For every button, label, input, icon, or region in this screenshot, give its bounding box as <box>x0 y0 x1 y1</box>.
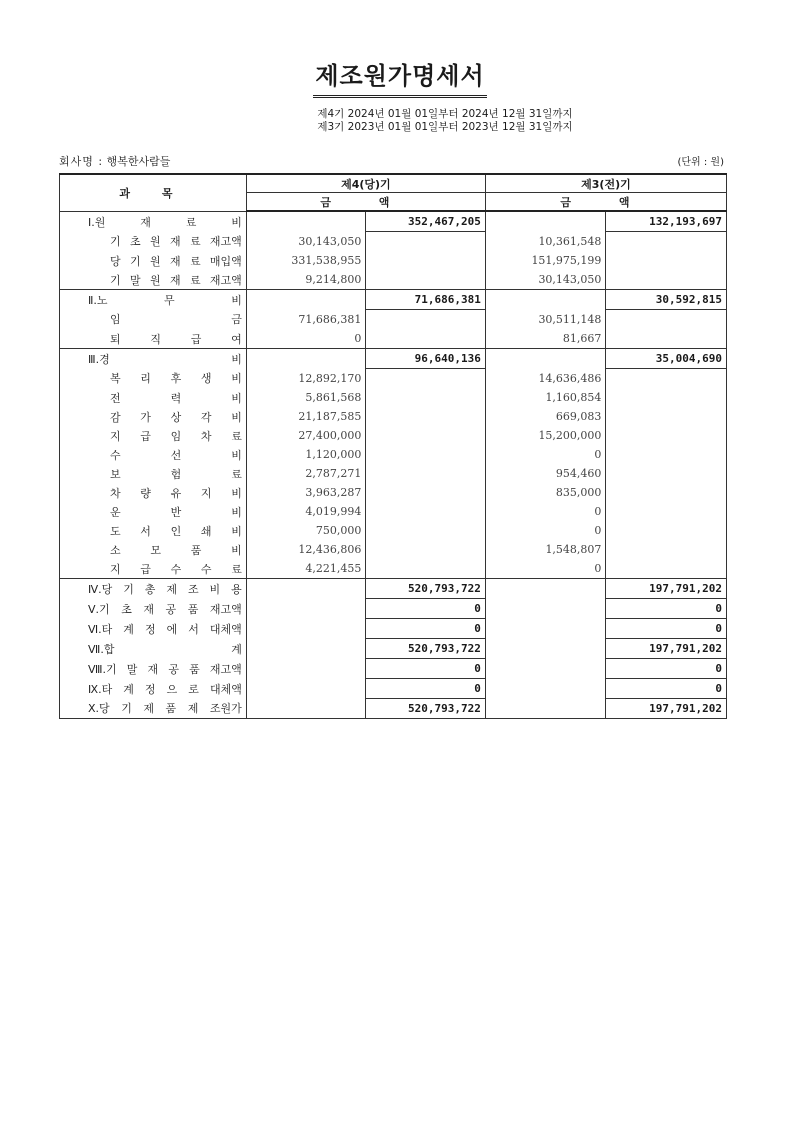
previous-detail-amount <box>485 599 606 619</box>
current-detail-amount: 12,436,806 <box>246 540 366 559</box>
table-row <box>60 559 727 579</box>
previous-total-amount <box>606 426 727 445</box>
current-detail-amount: 12,892,170 <box>246 369 366 389</box>
previous-total-amount: 35,004,690 <box>606 349 727 369</box>
row-label <box>60 619 247 639</box>
current-total-amount <box>366 369 486 389</box>
table-row <box>60 502 727 521</box>
current-detail-amount: 0 <box>246 329 366 349</box>
table-row <box>60 699 727 719</box>
previous-total-amount: 0 <box>606 599 727 619</box>
table-row <box>60 369 727 389</box>
company-name: 행복한사람들 <box>106 155 171 168</box>
current-detail-amount: 30,143,050 <box>246 232 366 252</box>
row-label-text: Ⅸ.타 계 정 으 로 대체액 <box>88 682 242 696</box>
header-previous-period: 제3(전)기 <box>485 174 726 193</box>
table-row <box>60 388 727 407</box>
row-label-text: Ⅰ.원 재 료 비 <box>88 215 242 229</box>
table-row <box>60 639 727 659</box>
current-detail-amount: 21,187,585 <box>246 407 366 426</box>
table-row <box>60 407 727 426</box>
current-total-amount: 0 <box>366 679 486 699</box>
header-current-amount: 금 액 <box>246 193 485 212</box>
row-label <box>60 349 247 369</box>
row-label <box>60 329 247 349</box>
current-detail-amount <box>246 211 366 232</box>
table-row <box>60 349 727 369</box>
row-label-text: 전 력 비 <box>110 391 242 405</box>
current-detail-amount: 2,787,271 <box>246 464 366 483</box>
previous-detail-amount: 14,636,486 <box>485 369 606 389</box>
row-label-text: Ⅱ.노 무 비 <box>88 293 242 307</box>
row-label-text: 보 험 료 <box>110 467 242 481</box>
current-detail-amount: 4,221,455 <box>246 559 366 579</box>
previous-total-amount: 197,791,202 <box>606 579 727 599</box>
current-total-amount <box>366 521 486 540</box>
previous-detail-amount: 15,200,000 <box>485 426 606 445</box>
current-total-amount: 71,686,381 <box>366 290 486 310</box>
row-label-text: 소 모 품 비 <box>110 543 242 557</box>
previous-total-amount <box>606 369 727 389</box>
row-label-text: Ⅲ.경 비 <box>88 352 242 366</box>
row-label <box>60 251 247 270</box>
previous-total-amount <box>606 464 727 483</box>
table-row <box>60 232 727 252</box>
current-total-amount: 520,793,722 <box>366 639 486 659</box>
row-label-text: 도 서 인 쇄 비 <box>110 524 242 538</box>
table-row <box>60 445 727 464</box>
row-label <box>60 599 247 619</box>
previous-detail-amount: 151,975,199 <box>485 251 606 270</box>
current-total-amount <box>366 483 486 502</box>
statement-rows <box>60 211 727 719</box>
previous-total-amount: 197,791,202 <box>606 699 727 719</box>
previous-detail-amount <box>485 211 606 232</box>
row-label <box>60 679 247 699</box>
previous-total-amount <box>606 407 727 426</box>
previous-total-amount: 0 <box>606 659 727 679</box>
row-label <box>60 659 247 679</box>
row-label-text: 지 급 수 수 료 <box>110 562 242 576</box>
previous-detail-amount <box>485 679 606 699</box>
previous-detail-amount <box>485 349 606 369</box>
previous-detail-amount: 1,548,807 <box>485 540 606 559</box>
current-detail-amount: 27,400,000 <box>246 426 366 445</box>
company-label: 회사명 : <box>59 155 104 168</box>
current-total-amount <box>366 388 486 407</box>
page-title: 제조원가명세서 <box>313 56 486 98</box>
previous-detail-amount: 0 <box>485 445 606 464</box>
previous-detail-amount: 30,143,050 <box>485 270 606 290</box>
previous-detail-amount: 10,361,548 <box>485 232 606 252</box>
table-row <box>60 619 727 639</box>
row-label-text: 감 가 상 각 비 <box>110 410 242 424</box>
current-detail-amount: 3,963,287 <box>246 483 366 502</box>
previous-total-amount: 132,193,697 <box>606 211 727 232</box>
table-row <box>60 251 727 270</box>
row-label <box>60 290 247 310</box>
current-detail-amount: 9,214,800 <box>246 270 366 290</box>
previous-total-amount: 0 <box>606 619 727 639</box>
header-subject: 과 목 <box>60 174 247 211</box>
current-total-amount <box>366 540 486 559</box>
previous-total-amount <box>606 521 727 540</box>
previous-total-amount <box>606 540 727 559</box>
previous-detail-amount: 1,160,854 <box>485 388 606 407</box>
current-detail-amount <box>246 699 366 719</box>
table-row <box>60 540 727 559</box>
table-row <box>60 290 727 310</box>
previous-total-amount <box>606 329 727 349</box>
current-detail-amount <box>246 659 366 679</box>
table-row <box>60 521 727 540</box>
current-total-amount <box>366 251 486 270</box>
row-label-text: 복 리 후 생 비 <box>110 372 242 386</box>
row-label-text: Ⅹ.당 기 제 품 제 조원가 <box>88 702 242 716</box>
row-label-text: Ⅴ.기 초 재 공 품 재고액 <box>88 602 242 616</box>
table-row <box>60 329 727 349</box>
header-current-period: 제4(당)기 <box>246 174 485 193</box>
row-label-text: Ⅷ.기 말 재 공 품 재고액 <box>88 662 242 676</box>
table-row <box>60 270 727 290</box>
previous-total-amount <box>606 445 727 464</box>
table-row <box>60 579 727 599</box>
row-label <box>60 559 247 579</box>
current-total-amount: 96,640,136 <box>366 349 486 369</box>
row-label-text: Ⅳ.당 기 총 제 조 비 용 <box>88 582 242 596</box>
row-label-text: 당 기 원 재 료 매입액 <box>110 254 242 268</box>
previous-detail-amount: 669,083 <box>485 407 606 426</box>
previous-detail-amount: 954,460 <box>485 464 606 483</box>
row-label <box>60 407 247 426</box>
current-total-amount <box>366 310 486 330</box>
current-total-amount <box>366 329 486 349</box>
previous-detail-amount <box>485 659 606 679</box>
table-row <box>60 483 727 502</box>
previous-detail-amount <box>485 699 606 719</box>
row-label <box>60 232 247 252</box>
previous-total-amount <box>606 502 727 521</box>
current-total-amount: 520,793,722 <box>366 699 486 719</box>
row-label <box>60 270 247 290</box>
previous-detail-amount: 30,511,148 <box>485 310 606 330</box>
table-row <box>60 211 727 232</box>
current-total-amount <box>366 445 486 464</box>
row-label-text: 기 초 원 재 료 재고액 <box>110 235 242 249</box>
row-label <box>60 521 247 540</box>
row-label <box>60 426 247 445</box>
period-current: 제4기 2024년 01월 01일부터 2024년 12월 31일까지 <box>317 108 573 120</box>
current-total-amount: 0 <box>366 659 486 679</box>
previous-detail-amount: 835,000 <box>485 483 606 502</box>
row-label <box>60 369 247 389</box>
row-label <box>60 579 247 599</box>
row-label <box>60 639 247 659</box>
current-total-amount <box>366 426 486 445</box>
current-total-amount: 0 <box>366 619 486 639</box>
period-block <box>0 108 800 134</box>
table-row <box>60 599 727 619</box>
row-label-text: 퇴 직 급 여 <box>110 332 242 346</box>
current-total-amount: 0 <box>366 599 486 619</box>
previous-total-amount <box>606 232 727 252</box>
current-total-amount <box>366 502 486 521</box>
current-detail-amount <box>246 639 366 659</box>
current-detail-amount: 5,861,568 <box>246 388 366 407</box>
current-total-amount: 520,793,722 <box>366 579 486 599</box>
current-detail-amount: 1,120,000 <box>246 445 366 464</box>
previous-detail-amount: 0 <box>485 521 606 540</box>
current-detail-amount <box>246 619 366 639</box>
row-label <box>60 388 247 407</box>
title-block <box>0 56 800 98</box>
previous-total-amount: 30,592,815 <box>606 290 727 310</box>
current-total-amount <box>366 232 486 252</box>
table-row <box>60 310 727 330</box>
row-label <box>60 699 247 719</box>
row-label-text: 차 량 유 지 비 <box>110 486 242 500</box>
row-label <box>60 540 247 559</box>
row-label <box>60 464 247 483</box>
previous-total-amount: 0 <box>606 679 727 699</box>
table-row <box>60 659 727 679</box>
row-label-text: Ⅵ.타 계 정 에 서 대체액 <box>88 622 242 636</box>
previous-total-amount <box>606 388 727 407</box>
current-detail-amount <box>246 579 366 599</box>
row-label-text: 임 금 <box>110 313 242 327</box>
previous-detail-amount <box>485 290 606 310</box>
previous-detail-amount <box>485 639 606 659</box>
row-label-text: 수 선 비 <box>110 448 242 462</box>
current-detail-amount: 750,000 <box>246 521 366 540</box>
row-label <box>60 445 247 464</box>
statement-table <box>59 173 727 719</box>
current-total-amount <box>366 464 486 483</box>
current-detail-amount: 331,538,955 <box>246 251 366 270</box>
current-total-amount <box>366 407 486 426</box>
previous-detail-amount: 0 <box>485 559 606 579</box>
current-detail-amount <box>246 599 366 619</box>
row-label <box>60 211 247 232</box>
current-detail-amount: 71,686,381 <box>246 310 366 330</box>
period-previous: 제3기 2023년 01월 01일부터 2023년 12월 31일까지 <box>317 121 573 133</box>
previous-total-amount <box>606 310 727 330</box>
company-info <box>59 153 170 169</box>
current-total-amount <box>366 270 486 290</box>
unit-label: (단위 : 원) <box>677 157 724 168</box>
row-label-text: Ⅶ.합 계 <box>88 642 242 656</box>
previous-total-amount <box>606 270 727 290</box>
row-label-text: 지 급 임 차 료 <box>110 429 242 443</box>
current-total-amount <box>366 559 486 579</box>
table-row <box>60 464 727 483</box>
header-previous-amount: 금 액 <box>485 193 726 212</box>
table-row <box>60 679 727 699</box>
current-detail-amount: 4,019,994 <box>246 502 366 521</box>
current-total-amount: 352,467,205 <box>366 211 486 232</box>
previous-total-amount: 197,791,202 <box>606 639 727 659</box>
previous-total-amount <box>606 483 727 502</box>
previous-total-amount <box>606 251 727 270</box>
previous-detail-amount: 0 <box>485 502 606 521</box>
current-detail-amount <box>246 290 366 310</box>
row-label <box>60 502 247 521</box>
previous-detail-amount: 81,667 <box>485 329 606 349</box>
previous-detail-amount <box>485 579 606 599</box>
row-label <box>60 483 247 502</box>
row-label-text: 기 말 원 재 료 재고액 <box>110 273 242 287</box>
current-detail-amount <box>246 349 366 369</box>
previous-detail-amount <box>485 619 606 639</box>
row-label-text: 운 반 비 <box>110 505 242 519</box>
previous-total-amount <box>606 559 727 579</box>
table-row <box>60 426 727 445</box>
current-detail-amount <box>246 679 366 699</box>
row-label <box>60 310 247 330</box>
